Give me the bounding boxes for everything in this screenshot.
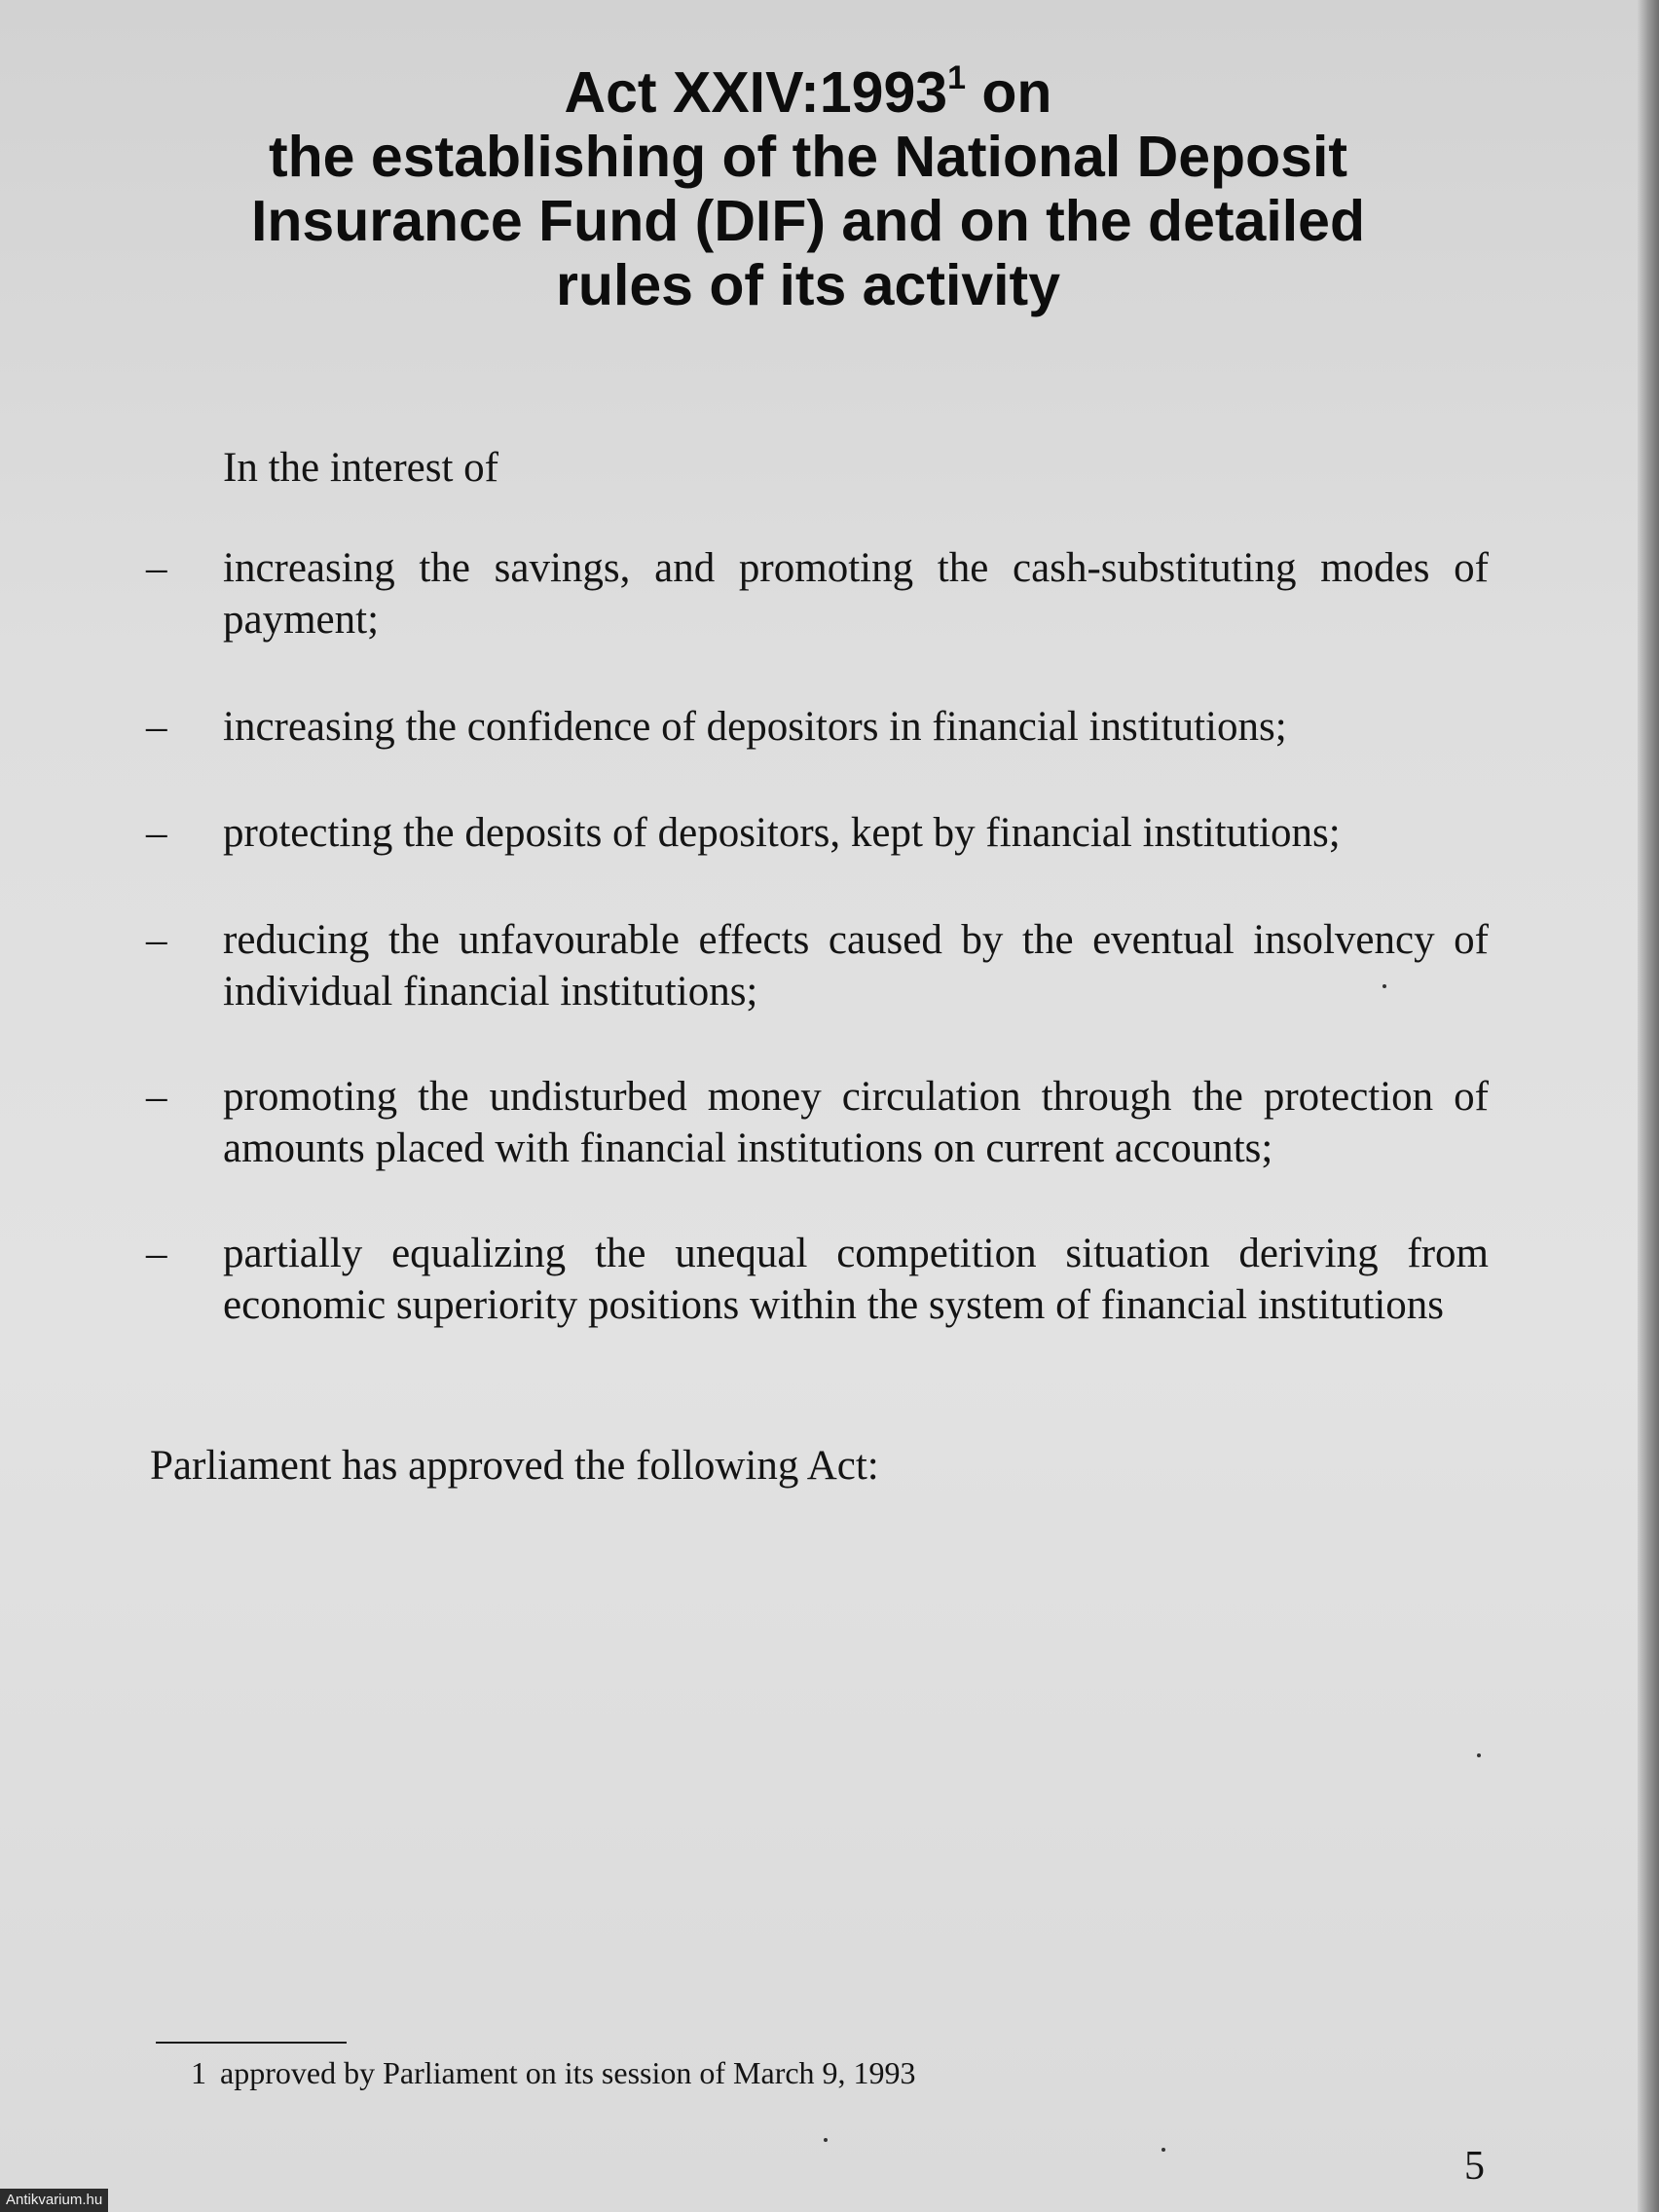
paper-speck — [824, 2138, 828, 2142]
item-dash: – — [146, 917, 167, 963]
preamble-intro: In the interest of — [223, 445, 498, 491]
page-number: 5 — [1464, 2144, 1485, 2189]
paper-speck — [1382, 984, 1386, 988]
title-line-1-end: on — [966, 60, 1052, 125]
title-line-3: Insurance Fund (DIF) and on the detailed — [251, 189, 1365, 253]
enacting-clause: Parliament has approved the following Act: — [150, 1443, 879, 1489]
page-edge-shadow — [1638, 0, 1659, 2212]
item-text: promoting the undisturbed money circulation through the protection of amounts placed with financial institutions on current accounts; — [223, 1074, 1489, 1171]
title-line-2: the establishing of the National Deposit — [269, 125, 1347, 189]
item-text: protecting the deposits of depositors, kept by financial institutions; — [223, 810, 1341, 856]
title-footnote-marker: 1 — [947, 59, 966, 96]
paper-speck — [1477, 1753, 1481, 1757]
item-text: increasing the confidence of depositors in financial institutions; — [223, 704, 1287, 750]
title-line-1 — [146, 60, 1470, 125]
item-text: increasing the savings, and promoting the cash-substituting modes of payment; — [223, 545, 1489, 643]
item-text: reducing the unfavourable effects caused by the eventual insolvency of individual financial institutions; — [223, 917, 1489, 1014]
item-text: partially equalizing the unequal competition situation deriving from economic superiority positions within the system of financial institutions — [223, 1231, 1489, 1328]
paper-speck — [1161, 2148, 1165, 2152]
footnote-text: approved by Parliament on its session of March 9, 1993 — [220, 2055, 916, 2090]
footnote-number: 1 — [191, 2055, 206, 2090]
footnote — [191, 2053, 916, 2092]
watermark: Antikvarium.hu — [0, 2189, 108, 2212]
item-dash: – — [146, 810, 167, 856]
title-act-number: Act XXIV:1993 — [564, 60, 948, 125]
footnote-separator — [156, 2042, 347, 2044]
item-dash: – — [146, 704, 167, 750]
item-dash: – — [146, 545, 167, 591]
title-line-4: rules of its activity — [555, 253, 1061, 317]
act-title — [146, 60, 1470, 317]
item-dash: – — [146, 1231, 167, 1276]
item-dash: – — [146, 1074, 167, 1120]
